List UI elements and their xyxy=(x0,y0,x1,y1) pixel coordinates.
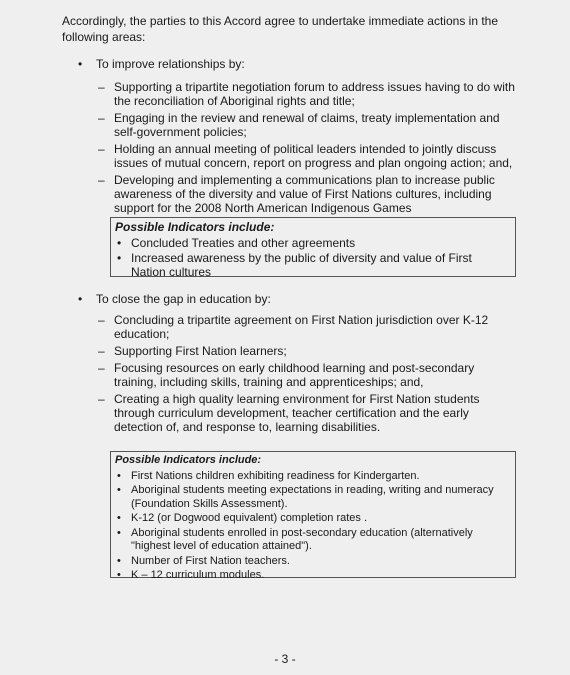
bullet-dot: • xyxy=(117,554,121,567)
indicators-box-relationships xyxy=(110,217,516,277)
list-item xyxy=(98,361,518,389)
bullet-dot: • xyxy=(78,57,83,71)
list-item-text: Focusing resources on early childhood learning and post-secondary training, including skills, training and apprenticeships; and, xyxy=(114,361,475,389)
indicator-item xyxy=(115,484,509,511)
indicators-title: Possible Indicators include: xyxy=(115,220,275,234)
dash-marker: – xyxy=(98,313,105,327)
list-item-text: Supporting a tripartite negotiation forum to address issues having to do with the reconciliation of Aboriginal rights and title; xyxy=(114,80,515,108)
list-item xyxy=(98,142,518,170)
list-item-text: Developing and implementing a communications plan to increase public awareness of the diversity and value of First Nations cultures, including support for the 2008 North American Indigenous Games xyxy=(114,173,495,215)
bullet-dot: • xyxy=(117,484,121,496)
list-item xyxy=(98,344,518,358)
list-item-text: Holding an annual meeting of political leaders intended to jointly discuss issues of mutual concern, report on progress and plan ongoing action; and, xyxy=(114,142,513,170)
indicator-text: Concluded Treaties and other agreements xyxy=(131,236,356,250)
indicator-text: Increased awareness by the public of diversity and value of First Nation cultures xyxy=(131,251,472,279)
dash-marker: – xyxy=(98,344,105,358)
list-item xyxy=(98,392,518,434)
indicator-text: Number of First Nation teachers. xyxy=(131,554,290,567)
dash-marker: – xyxy=(98,111,105,125)
page-number: - 3 - xyxy=(274,652,296,666)
indicator-text: First Nations children exhibiting readiness for Kindergarten. xyxy=(131,469,420,482)
list-item xyxy=(98,173,518,215)
indicators-box-education xyxy=(110,451,516,581)
list-item-text: Concluding a tripartite agreement on First Nation jurisdiction over K-12 education; xyxy=(114,313,489,341)
bullet-dot: • xyxy=(117,569,121,581)
indicator-text: K – 12 curriculum modules. xyxy=(131,569,265,581)
indicators-title: Possible Indicators include: xyxy=(115,454,262,466)
bullet-dot: • xyxy=(78,292,83,306)
list-item xyxy=(98,111,518,139)
bullet-dot: • xyxy=(117,236,122,250)
bullet-dot: • xyxy=(117,526,121,539)
relationships-action-list xyxy=(98,80,518,218)
indicator-item xyxy=(115,527,509,554)
list-item xyxy=(98,80,518,108)
section-heading: To close the gap in education by: xyxy=(96,292,271,306)
bullet-dot: • xyxy=(117,469,121,482)
list-item xyxy=(98,313,518,341)
indicator-text: Aboriginal students meeting expectations in reading, writing and numeracy (Foundation Skills Assessment). xyxy=(131,484,494,510)
indicator-item xyxy=(115,251,509,279)
dash-marker: – xyxy=(98,80,105,94)
indicator-item xyxy=(115,512,509,526)
list-item-text: Supporting First Nation learners; xyxy=(114,344,287,358)
intro-paragraph: Accordingly, the parties to this Accord agree to undertake immediate actions in the following areas: xyxy=(62,14,499,44)
dash-marker: – xyxy=(98,361,105,375)
dash-marker: – xyxy=(98,392,105,406)
list-item-text: Engaging in the review and renewal of claims, treaty implementation and self-government policies; xyxy=(114,111,500,139)
dash-marker: – xyxy=(98,173,105,187)
education-action-list xyxy=(98,313,518,437)
section-heading: To improve relationships by: xyxy=(96,57,245,71)
list-item-text: Creating a high quality learning environment for First Nation students through curriculum development, teacher certification and the early detection of, and response to, learning disabilities. xyxy=(114,392,480,434)
indicator-text: Aboriginal students enrolled in post-secondary education (alternatively "highest level of education attained"). xyxy=(131,526,473,552)
bullet-dot: • xyxy=(117,251,122,265)
indicator-item xyxy=(115,555,509,569)
indicator-item xyxy=(115,470,509,484)
dash-marker: – xyxy=(98,142,105,156)
indicator-text: K-12 (or Dogwood equivalent) completion rates . xyxy=(131,512,368,524)
bullet-dot: • xyxy=(117,512,121,524)
indicator-item xyxy=(115,236,509,250)
indicator-item xyxy=(115,569,509,583)
